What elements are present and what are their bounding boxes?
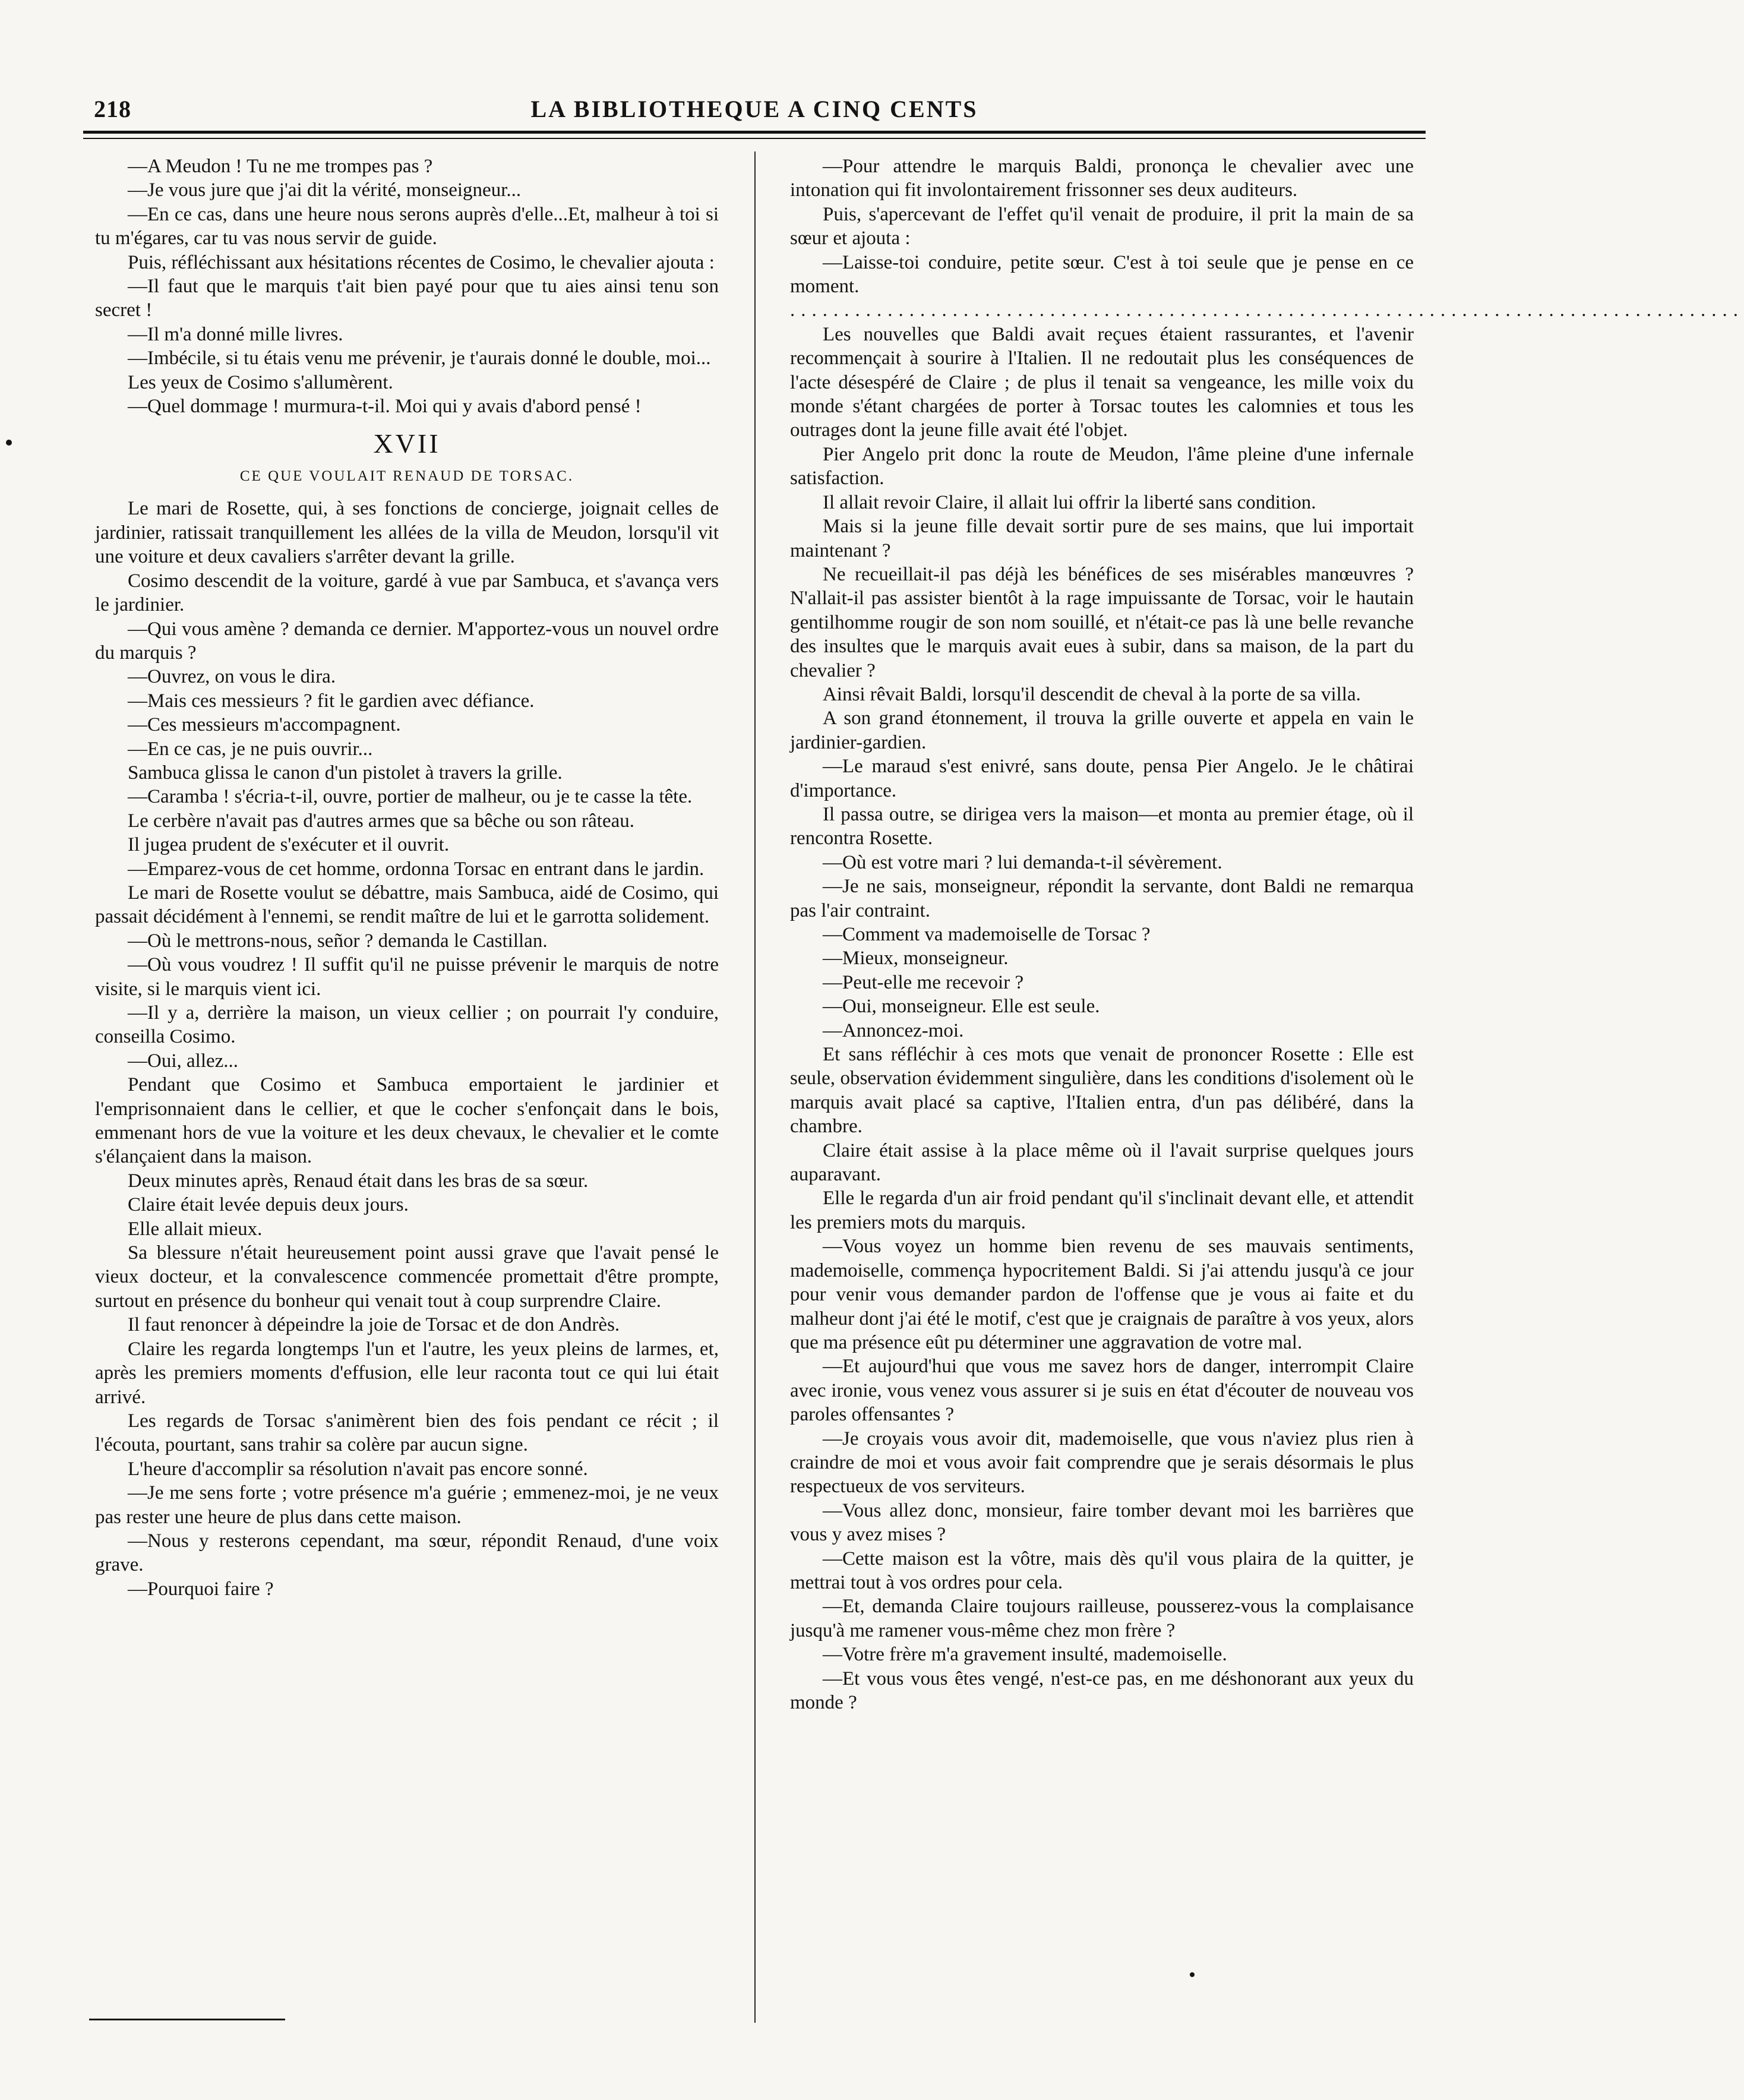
paragraph: Le mari de Rosette, qui, à ses fonctions de concierge, joignait celles de jardinier, ratissait tranquillement les allées de la villa de Meudon, lorsqu'il vit une voiture et deux cavaliers s'arrêter devant la grille. — [95, 498, 719, 568]
paragraph: —Votre frère m'a gravement insulté, mademoiselle. — [823, 1644, 1227, 1666]
paragraph: —Je vous jure que j'ai dit la vérité, monseigneur... — [128, 179, 522, 201]
paragraph: —Pour attendre le marquis Baldi, prononça le chevalier avec une intonation qui fit involontairement frissonner ses deux auditeurs. — [790, 156, 1414, 201]
paragraph: Il allait revoir Claire, il allait lui offrir la liberté sans condition. — [823, 491, 1316, 513]
paragraph: —Ouvrez, on vous le dira. — [128, 666, 336, 688]
paragraph: —Il y a, derrière la maison, un vieux cellier ; on pourrait l'y conduire, conseilla Cosimo. — [95, 1002, 719, 1048]
right-column — [790, 154, 1744, 1714]
paragraph: —Annoncez-moi. — [823, 1019, 964, 1041]
paragraph: —Quel dommage ! murmura-t-il. Moi qui y avais d'abord pensé ! — [128, 396, 642, 418]
paragraph: Il jugea prudent de s'exécuter et il ouvrit. — [128, 834, 450, 856]
paragraph: —Mieux, monseigneur. — [823, 948, 1009, 970]
paragraph: Claire était assise à la place même où il l'avait surprise quelques jours auparavant. — [790, 1139, 1414, 1186]
paragraph: —Comment va mademoiselle de Torsac ? — [823, 924, 1151, 945]
paragraph: Puis, réfléchissant aux hésitations récentes de Cosimo, le chevalier ajouta : — [128, 251, 715, 273]
header-rule-thin — [83, 138, 1426, 139]
paragraph: Et sans réfléchir à ces mots que venait de prononcer Rosette : Elle est seule, observation évidemment singulière, dans les conditions d'isolement où le marquis avait placé sa captive, l'Italien entra, d'un pas délibéré, dans la chambre. — [790, 1044, 1414, 1138]
running-title: LA BIBLIOTHEQUE A CINQ CENTS — [530, 96, 978, 122]
paragraph: Les regards de Torsac s'animèrent bien des fois pendant ce récit ; il l'écouta, pourtant, sans trahir sa colère par aucun signe. — [95, 1410, 719, 1456]
paragraph: —Et vous vous êtes vengé, n'est-ce pas, en me déshonorant aux yeux du monde ? — [790, 1668, 1414, 1713]
paragraph: —Où est votre mari ? lui demanda-t-il sévèrement. — [823, 851, 1222, 873]
paragraph: Pier Angelo prit donc la route de Meudon, l'âme pleine d'une infernale satisfaction. — [790, 443, 1414, 490]
paragraph: Le mari de Rosette voulut se débattre, mais Sambuca, aidé de Cosimo, qui passait décidément à l'ennemi, se rendit maître de lui et le garrotta solidement. — [95, 882, 719, 928]
paragraph: Pendant que Cosimo et Sambuca emportaient le jardinier et l'emprisonnaient dans le cellier, et que le cocher s'enfonçait dans le bois, emmenant hors de vue la voiture et les deux chevaux, le chevalier et le comte s'élançaient dans la maison. — [95, 1074, 719, 1168]
paragraph: —Ces messieurs m'accompagnent. — [128, 714, 401, 736]
paragraph: Puis, s'apercevant de l'effet qu'il venait de produire, il prit la main de sa sœur et ajouta : — [790, 203, 1414, 250]
paragraph: —En ce cas, dans une heure nous serons auprès d'elle...Et, malheur à toi si tu m'égares, car tu vas nous servir de guide. — [95, 203, 719, 250]
paragraph: —Je croyais vous avoir dit, mademoiselle, que vous n'aviez plus rien à craindre de moi et vous avoir fait comprendre que je serais désormais le plus respectueux de vos serviteurs. — [790, 1428, 1414, 1498]
header-rule-thick — [83, 131, 1426, 134]
paragraph: Claire les regarda longtemps l'un et l'autre, les yeux pleins de larmes, et, après les premiers moments d'effusion, elle leur raconta tout ce qui lui était arrivé. — [95, 1338, 719, 1408]
paragraph: —En ce cas, je ne puis ouvrir... — [128, 738, 373, 760]
section-separator-dots: ........................................................................................ — [790, 299, 1744, 321]
paragraph: —Il m'a donné mille livres. — [128, 323, 343, 345]
paragraph: Les nouvelles que Baldi avait reçues étaient rassurantes, et l'avenir recommençait à sourire à l'Italien. Il ne redoutait plus les conséquences de l'acte désespéré de Claire ; de plus il tenait sa vengeance, les mille voix du monde s'étant chargées de porter à Torsac toutes les calomnies et tous les outrages dont la jeune fille avait été l'objet. — [790, 323, 1414, 441]
chapter-number: XVII — [373, 428, 441, 459]
paragraph: —A Meudon ! Tu ne me trompes pas ? — [128, 156, 433, 177]
paragraph: L'heure d'accomplir sa résolution n'avait pas encore sonné. — [128, 1458, 588, 1480]
chapter-title: CE QUE VOULAIT RENAUD DE TORSAC. — [239, 468, 574, 485]
paragraph: —Où le mettrons-nous, señor ? demanda le Castillan. — [128, 930, 548, 952]
paragraph: —Caramba ! s'écria-t-il, ouvre, portier de malheur, ou je te casse la tête. — [128, 786, 693, 808]
paragraph: —Où vous voudrez ! Il suffit qu'il ne puisse prévenir le marquis de notre visite, si le marquis vient ici. — [95, 954, 719, 1000]
paragraph: —Imbécile, si tu étais venu me prévenir, je t'aurais donné le double, moi... — [128, 348, 711, 370]
page-header — [83, 89, 1426, 125]
paragraph: —Oui, monseigneur. Elle est seule. — [823, 996, 1100, 1018]
paragraph: —Le maraud s'est enivré, sans doute, pensa Pier Angelo. Je le châtirai d'importance. — [790, 756, 1414, 801]
paragraph: —Peut-elle me recevoir ? — [823, 971, 1024, 993]
paragraph: Il faut renoncer à dépeindre la joie de Torsac et de don Andrès. — [128, 1314, 620, 1336]
left-column — [95, 154, 719, 1601]
paragraph: —Emparez-vous de cet homme, ordonna Torsac en entrant dans le jardin. — [128, 858, 704, 880]
page-number: 218 — [94, 96, 131, 122]
paragraph: Sambuca glissa le canon d'un pistolet à travers la grille. — [128, 762, 563, 784]
paragraph: —Et aujourd'hui que vous me savez hors de danger, interrompit Claire avec ironie, vous venez vous assurer si je suis en état d'écouter de nouveau vos paroles offensantes ? — [790, 1356, 1414, 1426]
column-divider — [754, 151, 756, 2023]
paragraph: —Qui vous amène ? demanda ce dernier. M'apportez-vous un nouvel ordre du marquis ? — [95, 618, 719, 664]
footer-rule — [89, 2019, 285, 2020]
paragraph: —Mais ces messieurs ? fit le gardien avec défiance. — [128, 690, 535, 712]
paragraph: Il passa outre, se dirigea vers la maison—et monta au premier étage, où il rencontra Rosette. — [790, 803, 1414, 850]
paragraph: —Je ne sais, monseigneur, répondit la servante, dont Baldi ne remarqua pas l'air contraint. — [790, 876, 1414, 921]
newspaper-page — [83, 89, 1744, 2050]
paragraph: Elle allait mieux. — [128, 1218, 263, 1240]
paragraph: —Vous allez donc, monsieur, faire tomber devant moi les barrières que vous y avez mises ? — [790, 1499, 1414, 1546]
paragraph: —Oui, allez... — [128, 1050, 239, 1072]
paragraph: Les yeux de Cosimo s'allumèrent. — [128, 371, 393, 393]
ink-speck — [6, 440, 12, 446]
paragraph: Cosimo descendit de la voiture, gardé à vue par Sambuca, et s'avança vers le jardinier. — [95, 570, 719, 616]
paragraph: Elle le regarda d'un air froid pendant qu'il s'inclinait devant elle, et attendit les premiers mots du marquis. — [790, 1188, 1414, 1233]
paragraph: Sa blessure n'était heureusement point aussi grave que l'avait pensé le vieux docteur, et la convalescence commencée promettait d'être prompte, surtout en présence du bonheur qui venait tout à coup surprendre Claire. — [95, 1242, 719, 1312]
paragraph: —Cette maison est la vôtre, mais dès qu'il vous plaira de la quitter, je mettrai tout à vos ordres pour cela. — [790, 1548, 1414, 1593]
paragraph: —Vous voyez un homme bien revenu de ses mauvais sentiments, mademoiselle, commença hypocritement Baldi. Si j'ai attendu jusqu'à ce jour pour venir vous demander pardon de l'offense que je vous ai faite et du malheur dont j'ai été le motif, c'est que je craignais de paraître à vos yeux, alors que ma présence eût pu déterminer une aggravation de votre mal. — [790, 1236, 1414, 1353]
paragraph: —Nous y resterons cependant, ma sœur, répondit Renaud, d'une voix grave. — [95, 1530, 719, 1576]
paragraph: —Il faut que le marquis t'ait bien payé pour que tu aies ainsi tenu son secret ! — [95, 276, 719, 321]
paragraph: Mais si la jeune fille devait sortir pure de ses mains, que lui importait maintenant ? — [790, 516, 1414, 561]
paragraph: Ne recueillait-il pas déjà les bénéfices de ses misérables manœuvres ? N'allait-il pas assister bientôt à la rage impuissante de Torsac, voir le hautain gentilhomme rougir de son nom souillé, et n'était-ce pas là une belle revanche des insultes que le marquis avait eues à subir, dans sa maison, de la part du chevalier ? — [790, 563, 1414, 681]
paragraph: Deux minutes après, Renaud était dans les bras de sa sœur. — [128, 1170, 589, 1192]
paragraph: —Je me sens forte ; votre présence m'a guérie ; emmenez-moi, je ne veux pas rester une heure de plus dans cette maison. — [95, 1482, 719, 1528]
paragraph: Ainsi rêvait Baldi, lorsqu'il descendit de cheval à la porte de sa villa. — [823, 683, 1361, 705]
paragraph: A son grand étonnement, il trouva la grille ouverte et appela en vain le jardinier-gardien. — [790, 708, 1414, 753]
ink-speck — [1190, 1972, 1195, 1977]
paragraph: Claire était levée depuis deux jours. — [128, 1194, 409, 1216]
paragraph: —Pourquoi faire ? — [128, 1578, 274, 1600]
paragraph: Le cerbère n'avait pas d'autres armes que sa bêche ou son râteau. — [128, 810, 634, 832]
paragraph: —Et, demanda Claire toujours railleuse, pousserez-vous la complaisance jusqu'à me ramener vous-même chez mon frère ? — [790, 1596, 1414, 1641]
paragraph: —Laisse-toi conduire, petite sœur. C'est à toi seule que je pense en ce moment. — [790, 251, 1414, 298]
